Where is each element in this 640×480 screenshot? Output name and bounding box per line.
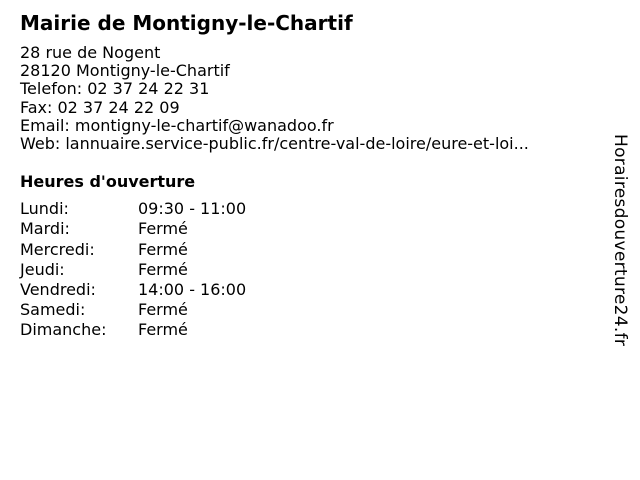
hours-value: Fermé bbox=[138, 259, 188, 279]
hours-row-tuesday bbox=[20, 219, 595, 239]
hours-row-sunday bbox=[20, 320, 595, 340]
day-label: Dimanche: bbox=[20, 320, 107, 340]
hours-value: Fermé bbox=[138, 239, 188, 259]
day-label: Vendredi: bbox=[20, 280, 96, 300]
hours-row-wednesday bbox=[20, 240, 595, 260]
hours-value: 09:30 - 11:00 bbox=[138, 199, 247, 219]
phone-number: Telefon: 02 37 24 22 31 bbox=[20, 79, 210, 99]
address-street: 28 rue de Nogent bbox=[20, 43, 161, 62]
day-label: Jeudi: bbox=[20, 259, 65, 279]
hours-row-monday bbox=[20, 199, 595, 219]
website-link: Web: lannuaire.service-public.fr/centre-val-de-loire/eure-et-loi... bbox=[20, 134, 529, 154]
day-label: Lundi: bbox=[20, 199, 69, 219]
opening-hours-table bbox=[20, 199, 595, 340]
opening-hours-heading: Heures d'ouverture bbox=[20, 172, 196, 192]
fax-number: Fax: 02 37 24 22 09 bbox=[20, 97, 180, 117]
email-address: Email: montigny-le-chartif@wanadoo.fr bbox=[20, 115, 334, 135]
business-card bbox=[20, 10, 595, 341]
day-label: Mardi: bbox=[20, 219, 70, 239]
day-label: Samedi: bbox=[20, 300, 86, 320]
watermark-container bbox=[598, 0, 640, 480]
hours-row-friday bbox=[20, 280, 595, 300]
hours-row-saturday bbox=[20, 300, 595, 320]
hours-row-thursday bbox=[20, 260, 595, 280]
day-label: Mercredi: bbox=[20, 239, 95, 259]
address-city: 28120 Montigny-le-Chartif bbox=[20, 61, 230, 81]
hours-value: Fermé bbox=[138, 320, 188, 340]
site-watermark: Horairesdouverture24.fr bbox=[610, 134, 630, 347]
page-title: Mairie de Montigny-le-Chartif bbox=[20, 11, 353, 35]
hours-value: 14:00 - 16:00 bbox=[138, 280, 247, 300]
hours-value: Fermé bbox=[138, 300, 188, 320]
hours-value: Fermé bbox=[138, 219, 188, 239]
